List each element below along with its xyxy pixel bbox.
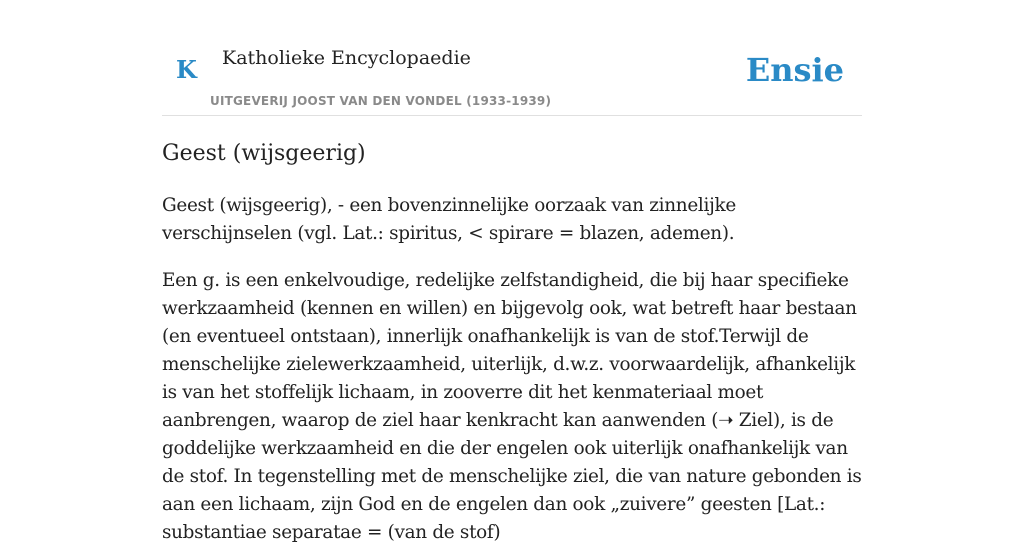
site-header — [162, 0, 862, 116]
logo-icon[interactable]: K — [176, 55, 197, 84]
page-title: Geest (wijsgeerig) — [162, 141, 366, 166]
site-title[interactable]: Katholieke Encyclopaedie — [222, 47, 471, 69]
article-content — [162, 138, 862, 547]
article-paragraph: Geest (wijsgeerig), - een bovenzinnelijke oorzaak van zinnelijke verschijnselen (vgl. Lat.: spiritus, < spirare = blazen, ademen). — [162, 195, 736, 244]
publisher-label: UITGEVERIJ JOOST VAN DEN VONDEL (1933-1939) — [210, 94, 552, 108]
article-paragraph: Een g. is een enkelvoudige, redelijke zelfstandigheid, die bij haar specifieke werkzaamheid (kennen en willen) en bijgevolg ook, wat betreft haar bestaan (en eventueel ontstaan), innerlijk onafhankelijk is van de stof.Terwijl de menschelijke zielewerkzaamheid, uiterlijk, d.w.z. voorwaardelijk, afhankelijk is van het stoffelijk lichaam, in zooverre dit het kenmateriaal moet aanbrengen, waarop de ziel haar kenkracht kan aanwenden (➝ Ziel), is de goddelijke werkzaamheid en die der engelen ook uiterlijk onafhankelijk van de stof. In tegenstelling met de menschelijke ziel, die van nature gebonden is aan een lichaam, zijn God en de engelen dan ook „zuivere” geesten [Lat.: substantiae separatae = (van de stof) — [162, 270, 862, 543]
brand-logo[interactable]: Ensie — [745, 51, 844, 89]
